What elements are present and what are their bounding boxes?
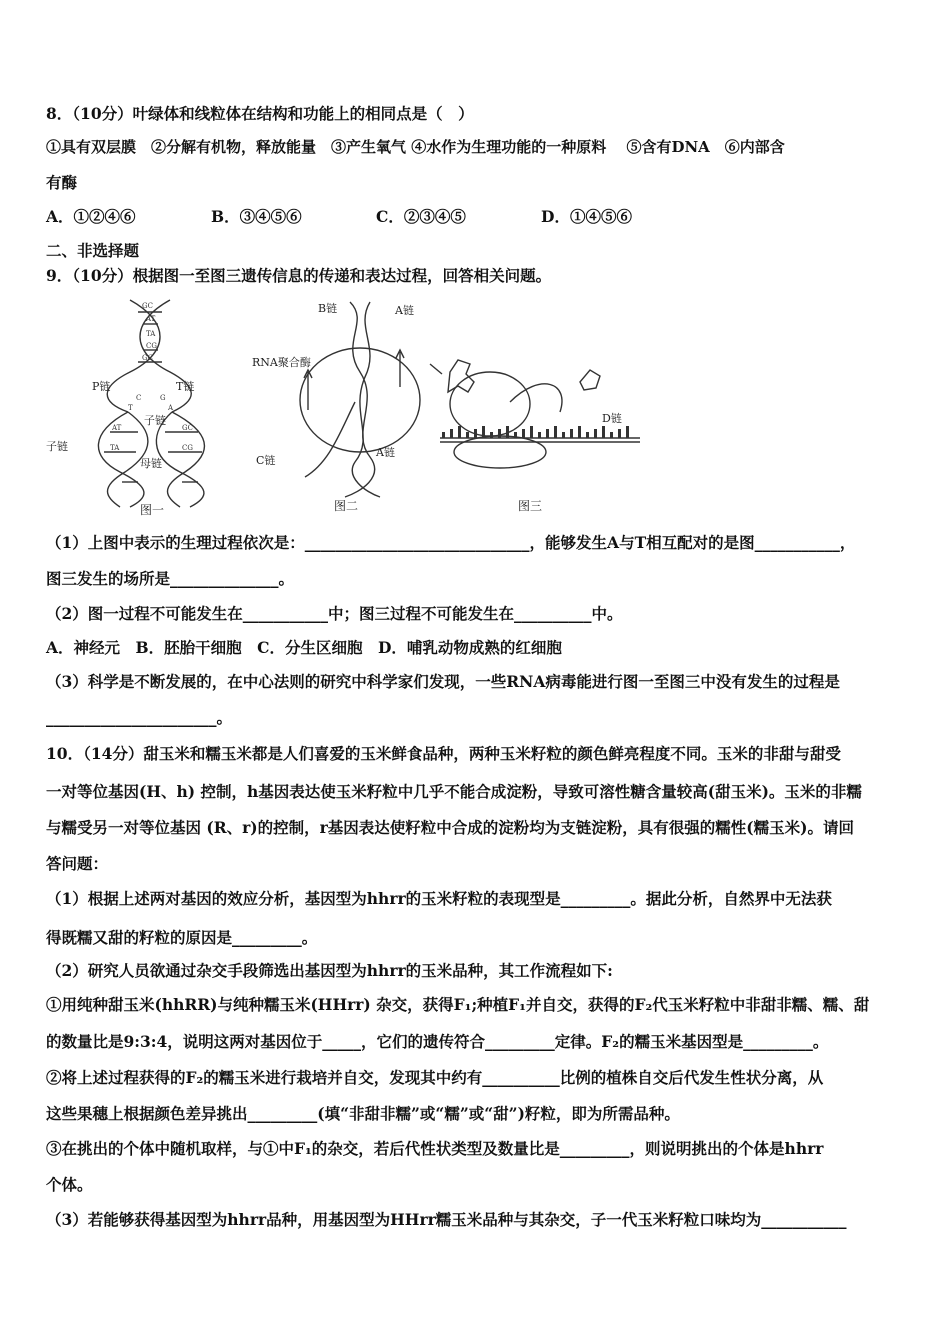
mrna-base-bar bbox=[514, 432, 517, 438]
mrna-base-bar bbox=[506, 426, 509, 438]
fig1-base: AT bbox=[112, 424, 122, 432]
q10-line-7: （2）研究人员欲通过杂交手段筛选出基因型为hhrr的玉米品种，其工作流程如下: bbox=[46, 961, 613, 980]
fig1-base: GC bbox=[142, 302, 153, 310]
fig1-base: GC bbox=[182, 424, 193, 432]
q10-line-1: 10．（14分）甜玉米和糯玉米都是人们喜爱的玉米鲜食品种，两种玉米籽粒的颜色鲜亮程度不同。玉米的非甜与甜受 bbox=[46, 744, 841, 763]
q8-option-c: C．②③④⑤ bbox=[376, 207, 466, 226]
mrna-base-bar bbox=[610, 432, 613, 438]
fig1-base: C bbox=[136, 394, 142, 402]
fig1-label-child-mid: 子链 bbox=[144, 414, 166, 427]
fig2-label-rna-polymerase: RNA聚合酶 bbox=[252, 356, 311, 369]
mrna-base-bar bbox=[602, 426, 605, 438]
mrna-base-bar bbox=[626, 426, 629, 438]
mrna-base-bar bbox=[450, 429, 453, 438]
fig2-caption: 图二 bbox=[334, 499, 359, 513]
q9-part3-b: ______________________。 bbox=[46, 708, 233, 727]
mrna-base-bar bbox=[474, 429, 477, 438]
q10-line-12: ③在挑出的个体中随机取样，与①中F₁的杂交，若后代性状类型及数量比是_________，则说明挑出的个体是hhrr bbox=[46, 1139, 824, 1158]
q10-line-11: 这些果穗上根据颜色差异挑出_________(填“非甜非糯”或“糯”或“甜”)籽粒，即为所需品种。 bbox=[46, 1104, 680, 1123]
mrna-base-bar bbox=[530, 426, 533, 438]
q9-figure bbox=[46, 292, 670, 518]
q8-items-line1: ①具有双层膜 ②分解有机物，释放能量 ③产生氧气 ④水作为生理功能的一种原料 ⑤含有DNA ⑥内部含 bbox=[46, 138, 785, 156]
fig1-base: TA bbox=[146, 330, 156, 338]
fig1-base: AT bbox=[146, 315, 156, 323]
q9-part3-a: （3）科学是不断发展的，在中心法则的研究中科学家们发现，一些RNA病毒能进行图一至图三中没有发生的过程是 bbox=[46, 672, 840, 691]
figure-2-transcription bbox=[300, 302, 420, 497]
mrna-base-bar bbox=[586, 432, 589, 438]
q9-part1-b: 图三发生的场所是______________。 bbox=[46, 569, 295, 588]
q10-line-10: ②将上述过程获得的F₂的糯玉米进行栽培并自交，发现其中约有__________比例的植株自交后代发生性状分离，从 bbox=[46, 1068, 824, 1087]
genetic-info-diagram bbox=[46, 292, 670, 518]
mrna-base-bar bbox=[562, 432, 565, 438]
q9-stem: 9．（10分）根据图一至图三遗传信息的传递和表达过程，回答相关问题。 bbox=[46, 266, 552, 285]
fig2-label-a-bottom: A链 bbox=[376, 446, 395, 459]
fig3-caption: 图三 bbox=[518, 499, 543, 513]
fig2-label-b: B链 bbox=[318, 302, 338, 315]
fig1-label-t: T链 bbox=[176, 380, 195, 393]
mrna-base-bar bbox=[490, 432, 493, 438]
q8-option-a: A．①②④⑥ bbox=[46, 207, 136, 226]
q8-options bbox=[46, 207, 906, 227]
fig1-base: TA bbox=[110, 444, 120, 452]
q10-line-3: 与糯受另一对等位基因 (R、r)的控制，r基因表达使籽粒中合成的淀粉均为支链淀粉，具有很强的糯性(糯玉米)。请回 bbox=[46, 818, 854, 837]
q10-line-4: 答问题： bbox=[46, 854, 109, 873]
mrna-base-bar bbox=[618, 429, 621, 438]
fig1-base: T bbox=[128, 404, 133, 412]
mrna-base-bar bbox=[594, 429, 597, 438]
fig1-base: G bbox=[160, 394, 166, 402]
q8-stem: 8．（10分）叶绿体和线粒体在结构和功能上的相同点是（ ） bbox=[46, 104, 474, 123]
q8-option-d: D．①④⑤⑥ bbox=[541, 207, 632, 226]
fig1-label-p: P链 bbox=[92, 380, 111, 393]
fig1-label-child-left: 子链 bbox=[46, 440, 68, 453]
fig3-label-d: D链 bbox=[602, 412, 622, 425]
fig1-base: A bbox=[168, 404, 174, 412]
mrna-base-bar bbox=[482, 426, 485, 438]
fig1-base: CG bbox=[182, 444, 193, 452]
q9-part2-options: A．神经元 B．胚胎干细胞 C．分生区细胞 D．哺乳动物成熟的红细胞 bbox=[46, 638, 562, 657]
q10-line-9: 的数量比是9:3:4，说明这两对基因位于_____，它们的遗传符合_________定律。F₂的糯玉米基因型是_________。 bbox=[46, 1032, 829, 1051]
mrna-base-bar bbox=[442, 432, 445, 438]
q10-line-14: （3）若能够获得基因型为hhrr品种，用基因型为HHrr糯玉米品种与其杂交，子一代玉米籽粒口味均为___________ bbox=[46, 1210, 847, 1229]
mrna-base-bar bbox=[466, 432, 469, 438]
fig1-base: CG bbox=[146, 342, 157, 350]
q10-line-8: ①用纯种甜玉米(hhRR)与纯种糯玉米(HHrr) 杂交，获得F₁;种植F₁并自交，获得的F₂代玉米籽粒中非甜非糯、糯、甜 bbox=[46, 995, 870, 1014]
mrna-base-bar bbox=[546, 429, 549, 438]
fig2-label-c: C链 bbox=[256, 454, 276, 467]
q8-option-b: B．③④⑤⑥ bbox=[211, 207, 302, 226]
fig1-label-parent: 母链 bbox=[140, 457, 162, 470]
q9-part1-a: （1）上图中表示的生理过程依次是：_____________________________，能够发生A与T相互配对的是图___________， bbox=[46, 533, 856, 552]
fig1-caption: 图一 bbox=[140, 503, 165, 517]
q10-line-6: 得既糯又甜的籽粒的原因是_________。 bbox=[46, 928, 318, 947]
q8-items-line2: 有酶 bbox=[46, 173, 78, 192]
mrna-base-bar bbox=[522, 429, 525, 438]
mrna-base-bar bbox=[538, 432, 541, 438]
section-heading: 二、非选择题 bbox=[46, 241, 140, 260]
q9-part2: （2）图一过程不可能发生在___________中；图三过程不可能发生在__________中。 bbox=[46, 604, 623, 623]
q10-line-2: 一对等位基因(H、h) 控制，h基因表达使玉米籽粒中几乎不能合成淀粉，导致可溶性糖含量较高(甜玉米)。玉米的非糯 bbox=[46, 782, 862, 801]
fig2-label-a-top: A链 bbox=[395, 304, 414, 317]
fig1-base: GC bbox=[142, 354, 153, 362]
mrna-base-bar bbox=[578, 426, 581, 438]
q10-line-5: （1）根据上述两对基因的效应分析，基因型为hhrr的玉米籽粒的表现型是_________。据此分析，自然界中无法获 bbox=[46, 889, 832, 908]
mrna-base-bar bbox=[498, 429, 501, 438]
mrna-base-bar bbox=[570, 429, 573, 438]
mrna-base-bar bbox=[458, 426, 461, 438]
q10-line-13: 个体。 bbox=[46, 1175, 93, 1194]
mrna-base-bar bbox=[554, 426, 557, 438]
